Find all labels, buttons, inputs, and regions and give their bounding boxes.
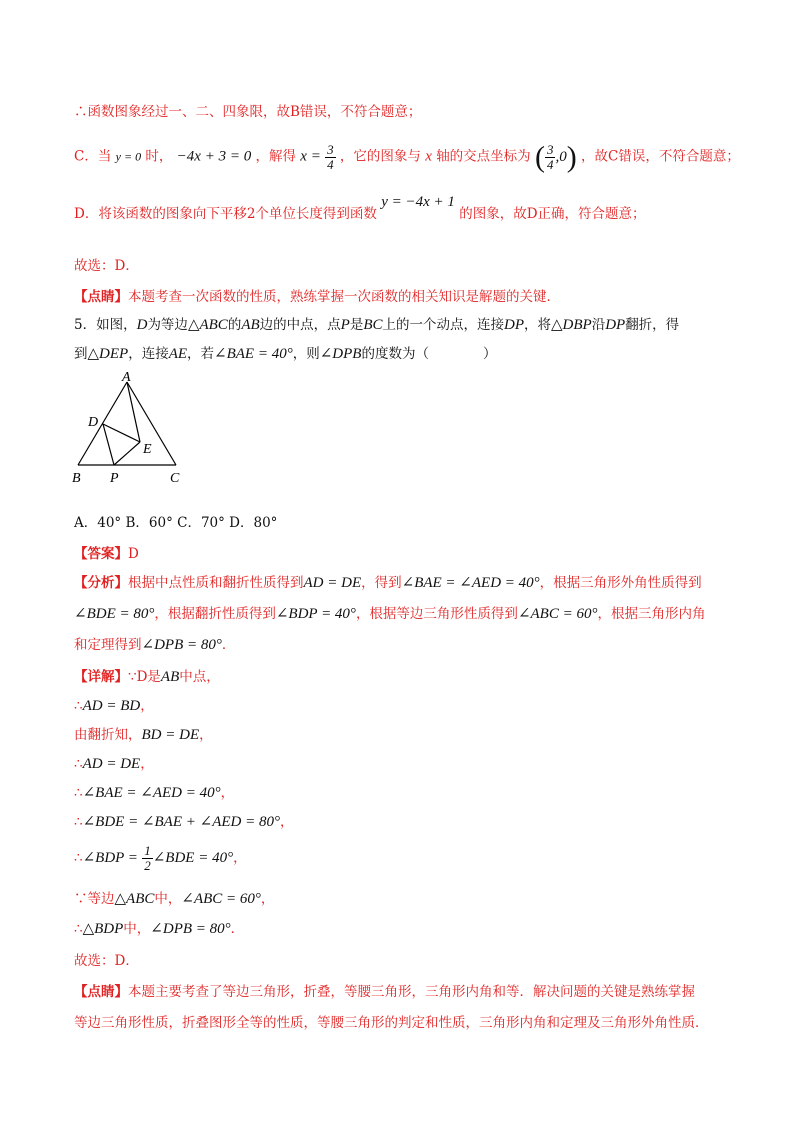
side-ab (78, 382, 127, 465)
analysis-line-2: ∠BDE = 80°，根据翻折性质得到∠BDP = 40°，根据等边三角形性质得到∠ABC = 60°，根据三角形内角 (74, 606, 706, 622)
detail-line-5: ∴∠BAE = ∠AED = 40°， (74, 785, 235, 801)
text-line-option-c (74, 140, 740, 174)
detail-line-8: ∵等边△ABC中，∠ABC = 60°， (74, 891, 275, 907)
fraction-one-half: $\frac{1}{2}$ (144, 843, 151, 873)
coordinate-point: ( $\frac{3}{4}$ ,0) (534, 140, 577, 173)
question-5-line-2: 到△DEP，连接AE，若∠BAE = 40°，则∠DPB的度数为（ ） (74, 346, 497, 362)
math-y0: y = 0 (115, 149, 142, 164)
triangle-figure (70, 370, 200, 488)
math-function: y = −4x + 1 (381, 194, 455, 210)
detail-line-4: ∴AD = DE， (74, 756, 154, 772)
segment-ae (127, 382, 140, 442)
detail-line-1: 【详解】∵D是AB中点， (74, 669, 220, 685)
remark-2-line-2: 等边三角形性质，折叠图形全等的性质，等腰三角形的判定和性质，三角形内角和定理及三角形外角性质． (74, 1015, 709, 1031)
label-p: P (110, 471, 119, 486)
detail-line-2: ∴AD = BD， (74, 698, 154, 714)
label-e: E (143, 442, 152, 457)
text-c-wrong: ，故C错误，不符合题意； (581, 148, 740, 165)
text-line-option-d: D．将该函数的图象向下平移2个单位长度得到函数 y = −4x + 1 的图象，故D正确，符合题意； (74, 194, 646, 222)
detail-line-9: ∴△BDP中，∠DPB = 80°． (74, 921, 245, 937)
detail-choice: 故选：D． (74, 953, 139, 969)
fraction-three-quarters: $\frac{3}{4}$ (327, 141, 334, 172)
remark-2-line-1: 【点睛】本题主要考查了等边三角形，折叠，等腰三角形，三角形内角和等．解决问题的关键是熟练掌握 (74, 984, 695, 1000)
option-c-label: C．当 (74, 148, 112, 165)
math-x-eq: x = (300, 148, 321, 165)
label-d: D (88, 415, 99, 430)
answer-options: A．40° B．60° C．70° D．80° (74, 515, 278, 531)
label-b: B (72, 471, 81, 486)
label-a: A (122, 370, 131, 385)
math-x: x (425, 148, 432, 165)
math-equation: −4x + 3 = 0 (176, 148, 252, 165)
text-solve: ，解得 (255, 148, 296, 165)
question-5-line-1: 5．如图，D为等边△ABC的AB边的中点，点P是BC上的一个动点，连接DP，将△DBP沿DP翻折，得 (74, 317, 680, 333)
text-line-1: ∴函数图象经过一、二、四象限，故B错误，不符合题意； (74, 104, 422, 120)
text-choice: 故选：D． (74, 258, 139, 274)
detail-line-6: ∴∠BDE = ∠BAE + ∠AED = 80°， (74, 814, 294, 830)
analysis-line-3: 和定理得到∠DPB = 80°． (74, 637, 236, 653)
detail-line-7: ∴∠BDP = $\frac{1}{2}$ ∠BDE = 40°， (74, 843, 247, 873)
segment-dp (103, 424, 114, 465)
text-remark-1: 【点睛】本题考查一次函数的性质，熟练掌握一次函数的相关知识是解题的关键． (74, 289, 560, 305)
analysis-line-1: 【分析】根据中点性质和翻折性质得到AD = DE，得到∠BAE = ∠AED = 40°，根据三角形外角性质得到 (74, 575, 702, 591)
answer-line: 【答案】D (74, 546, 139, 562)
text-intersect: ，它的图象与 (339, 148, 421, 165)
label-c: C (170, 471, 180, 486)
segment-pe (114, 442, 140, 465)
text-when: 时， (145, 148, 173, 165)
segment-de (103, 424, 140, 442)
text-axis-point: 轴的交点坐标为 (436, 148, 531, 165)
detail-line-3: 由翻折知，BD = DE， (74, 727, 213, 743)
